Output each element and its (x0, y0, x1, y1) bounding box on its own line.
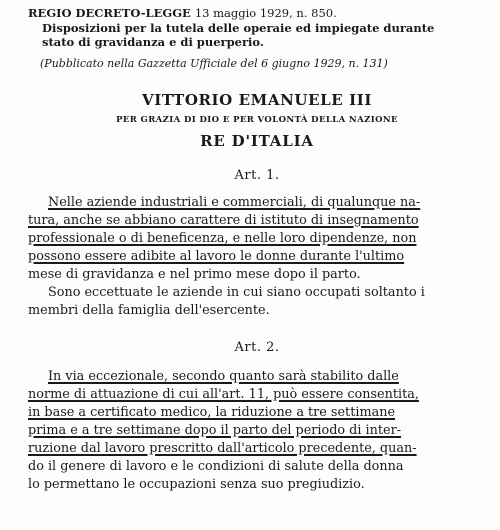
text-line: do il genere di lavoro e le condizioni di salute della donna (28, 459, 404, 474)
text-line: possono essere adibite al lavoro le donne durante l'ultimo (28, 249, 405, 264)
publication-note: (Pubblicato nella Gazzetta Ufficiale del 6 giugno 1929, n. 131) (40, 57, 388, 70)
text-line: ruzione dal lavoro prescritto dall'articolo precedente, quan- (28, 441, 417, 456)
king-title: RE D'ITALIA (200, 132, 314, 150)
decree-date: 13 maggio 1929, n. 850. (194, 6, 337, 20)
decree-title: REGIO DECRETO-LEGGE (28, 6, 191, 20)
text-line: membri della famiglia dell'esercente. (28, 303, 270, 318)
text-line: tura, anche se abbiano carattere di istituto di insegnamento (28, 213, 419, 228)
text-line: norme di attuazione di cui all'art. 11, può essere consentita, (28, 387, 419, 402)
decree-subtitle-line-2: stato di gravidanza e di puerperio. (42, 35, 264, 49)
text-line: professionale o di beneficenza, e nelle loro dipendenze, non (28, 231, 417, 246)
text-line: prima e a tre settimane dopo il parto del periodo di inter- (28, 423, 402, 438)
article-2-heading: Art. 2. (234, 340, 280, 355)
text-line: in base a certificato medico, la riduzione a tre settimane (28, 405, 396, 420)
text-line: mese di gravidanza e nel primo mese dopo il parto. (28, 267, 361, 282)
text-line: In via eccezionale, secondo quanto sarà stabilito dalle (48, 369, 399, 384)
text-line: lo permettano le occupazioni senza suo pregiudizio. (28, 477, 365, 492)
text-line: Nelle aziende industriali e commerciali, di qualunque na- (48, 195, 421, 210)
article-1-heading: Art. 1. (234, 168, 280, 183)
text-line: Sono eccettuate le aziende in cui siano occupati soltanto i (48, 285, 425, 300)
decree-subtitle-line-1: Disposizioni per la tutela delle operaie ed impiegate durante (42, 21, 435, 35)
grace-formula: PER GRAZIA DI DIO E PER VOLONTÀ DELLA NAZIONE (116, 115, 398, 125)
article-1-paragraph-1 (28, 194, 486, 284)
article-1-paragraph-2 (28, 284, 486, 320)
sovereign-name: VITTORIO EMANUELE III (141, 91, 373, 109)
decree-heading (28, 6, 486, 21)
article-2-paragraph-1 (28, 368, 486, 494)
decree-subtitle (28, 21, 486, 49)
